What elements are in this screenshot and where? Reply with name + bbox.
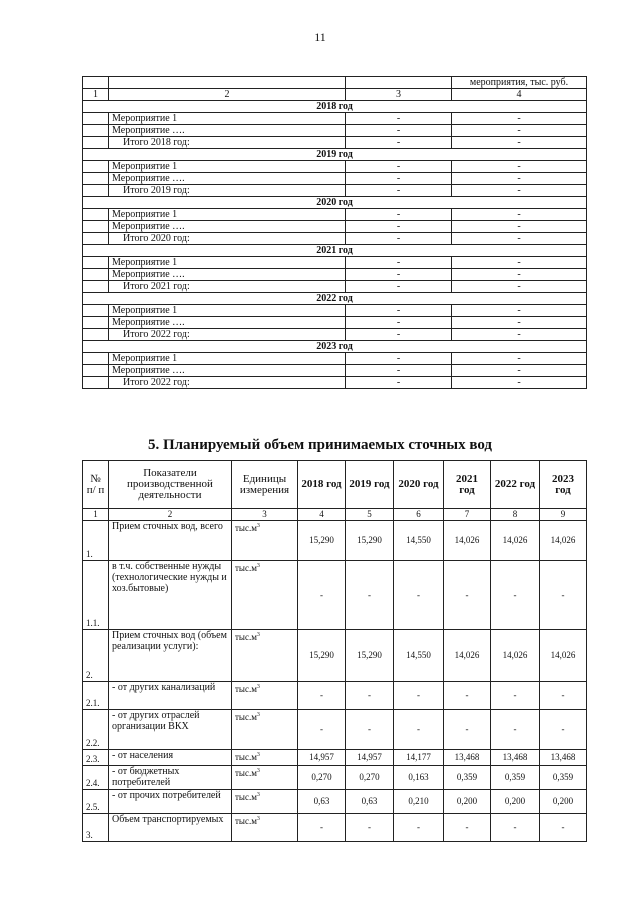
t2-row-value: -	[444, 814, 491, 842]
t1-measure-row	[83, 305, 587, 317]
t1-measure-name: Мероприятие ….	[109, 173, 346, 185]
t1-measure-name: Мероприятие ….	[109, 269, 346, 281]
t1-measure-row	[83, 185, 587, 197]
t2-row-unit	[232, 630, 298, 682]
t2-row-value: 0,359	[540, 766, 587, 790]
t2-data-row	[83, 561, 587, 630]
t2-col-number: 6	[394, 509, 444, 521]
t2-row-value: -	[540, 814, 587, 842]
t1-year-label: 2023 год	[83, 341, 587, 353]
t2-row-value: 14,026	[444, 521, 491, 561]
t1-measure-name: Мероприятие 1	[109, 209, 346, 221]
t1-year-label: 2022 год	[83, 293, 587, 305]
t1-measure-row	[83, 353, 587, 365]
t2-row-value: 14,550	[394, 521, 444, 561]
t1-measure-c4: -	[452, 209, 587, 221]
t1-measure-c3: -	[346, 125, 452, 137]
t1-measure-row	[83, 269, 587, 281]
t2-data-row	[83, 521, 587, 561]
t1-measure-row	[83, 233, 587, 245]
t2-row-value: 0,200	[491, 790, 540, 814]
t2-row-value: -	[394, 814, 444, 842]
t1-measure-name: Мероприятие ….	[109, 125, 346, 137]
t2-data-row	[83, 682, 587, 710]
t2-row-name: - от прочих потребителей	[109, 790, 232, 814]
t2-header-year: 2021 год	[444, 461, 491, 509]
t1-year-row	[83, 197, 587, 209]
t2-row-unit	[232, 521, 298, 561]
t2-row-name: - от бюджетных потребителей	[109, 766, 232, 790]
t2-header-no: № п/ п	[83, 461, 109, 509]
t1-measure-name: Мероприятие 1	[109, 113, 346, 125]
t1-header-col4: мероприятия, тыс. руб.	[452, 77, 587, 89]
t1-measure-row	[83, 317, 587, 329]
t1-measure-c3: -	[346, 353, 452, 365]
t1-measure-row	[83, 137, 587, 149]
t2-row-value: 0,270	[346, 766, 394, 790]
t1-measure-c4: -	[452, 185, 587, 197]
t1-measure-c3: -	[346, 257, 452, 269]
t2-unit-sup: 3	[256, 768, 260, 774]
t2-row-name: Прием сточных вод (объем реализации услуги):	[109, 630, 232, 682]
section-title: 5. Планируемый объем принимаемых сточных вод	[147, 437, 493, 453]
t1-measure-c4: -	[452, 173, 587, 185]
t2-row-unit	[232, 682, 298, 710]
t2-col-number: 9	[540, 509, 587, 521]
t1-measure-name: Мероприятие ….	[109, 365, 346, 377]
t2-row-value: 15,290	[346, 630, 394, 682]
t2-row-number: 2.2.	[83, 710, 109, 750]
t1-measure-c3: -	[346, 377, 452, 389]
t1-measure-name: Мероприятие 1	[109, 257, 346, 269]
t2-row-value: -	[394, 710, 444, 750]
t2-row-value: 15,290	[298, 630, 346, 682]
t2-row-value: -	[491, 682, 540, 710]
t1-measure-name: Мероприятие ….	[109, 221, 346, 233]
t1-measure-name: Мероприятие ….	[109, 317, 346, 329]
t2-row-unit	[232, 790, 298, 814]
t2-header-year: 2020 год	[394, 461, 444, 509]
t2-row-value: -	[540, 561, 587, 630]
t1-year-label: 2018 год	[83, 101, 587, 113]
t1-measure-name: Мероприятие 1	[109, 305, 346, 317]
t2-data-row	[83, 790, 587, 814]
t1-measure-name: Итого 2022 год:	[109, 377, 346, 389]
t2-row-value: 14,957	[346, 750, 394, 766]
t2-unit-label: тыс.м	[235, 523, 257, 533]
t2-row-value: -	[394, 682, 444, 710]
t2-row-value: -	[298, 814, 346, 842]
t2-unit-sup: 3	[256, 563, 260, 569]
t2-row-value: 14,177	[394, 750, 444, 766]
t1-measure-name: Мероприятие 1	[109, 161, 346, 173]
t2-row-unit	[232, 766, 298, 790]
t2-row-name: - от населения	[109, 750, 232, 766]
t2-row-value: 0,359	[444, 766, 491, 790]
t2-unit-sup: 3	[256, 523, 260, 529]
t1-measure-c3: -	[346, 365, 452, 377]
t1-year-label: 2021 год	[83, 245, 587, 257]
t2-unit-label: тыс.м	[235, 768, 257, 778]
t2-unit-sup: 3	[256, 684, 260, 690]
t1-measure-c3: -	[346, 161, 452, 173]
t2-row-value: 0,200	[540, 790, 587, 814]
t1-col-number: 1	[83, 89, 109, 101]
t2-row-number: 1.	[83, 521, 109, 561]
t2-row-value: 15,290	[346, 521, 394, 561]
t2-row-number: 2.3.	[83, 750, 109, 766]
t1-measure-c4: -	[452, 161, 587, 173]
t2-row-unit	[232, 750, 298, 766]
t2-header-unit: Единицы измерения	[232, 461, 298, 509]
t1-measure-c3: -	[346, 209, 452, 221]
t2-col-number: 3	[232, 509, 298, 521]
t1-measure-c4: -	[452, 113, 587, 125]
t1-measure-name: Итого 2019 год:	[109, 185, 346, 197]
t2-data-row	[83, 750, 587, 766]
t2-unit-label: тыс.м	[235, 684, 257, 694]
t1-measure-row	[83, 329, 587, 341]
t2-header-year: 2019 год	[346, 461, 394, 509]
t1-year-row	[83, 149, 587, 161]
t2-col-number: 5	[346, 509, 394, 521]
t2-header-row	[83, 461, 587, 509]
t1-measure-c4: -	[452, 233, 587, 245]
t2-row-value: 15,290	[298, 521, 346, 561]
t2-unit-sup: 3	[256, 632, 260, 638]
t2-col-number: 7	[444, 509, 491, 521]
t2-row-number: 2.4.	[83, 766, 109, 790]
t2-row-name: - от других отраслей организации ВКХ	[109, 710, 232, 750]
t2-header-indicator: Показатели производственной деятельности	[109, 461, 232, 509]
t2-unit-sup: 3	[256, 792, 260, 798]
t1-measure-c4: -	[452, 221, 587, 233]
t2-row-value: 14,026	[491, 521, 540, 561]
t2-data-row	[83, 710, 587, 750]
t2-unit-label: тыс.м	[235, 816, 257, 826]
t2-row-name: Объем транспортируемых	[109, 814, 232, 842]
t1-year-row	[83, 293, 587, 305]
t1-measure-c4: -	[452, 269, 587, 281]
t1-measure-row	[83, 125, 587, 137]
t1-measure-c4: -	[452, 305, 587, 317]
t1-colnum-row	[83, 89, 587, 101]
t1-measure-c4: -	[452, 257, 587, 269]
page-number: 11	[314, 30, 326, 44]
t1-measure-row	[83, 113, 587, 125]
t2-col-number: 8	[491, 509, 540, 521]
t1-measure-c4: -	[452, 329, 587, 341]
wastewater-volume-table	[82, 460, 587, 842]
t2-row-value: -	[540, 682, 587, 710]
t1-measure-c4: -	[452, 365, 587, 377]
t1-measure-c3: -	[346, 185, 452, 197]
t2-row-value: 0,359	[491, 766, 540, 790]
t1-header-row	[83, 77, 587, 89]
t2-row-value: 13,468	[444, 750, 491, 766]
t1-measure-c4: -	[452, 281, 587, 293]
t1-measure-c3: -	[346, 305, 452, 317]
t2-unit-sup: 3	[256, 816, 260, 822]
t2-row-value: 13,468	[540, 750, 587, 766]
t1-measure-c3: -	[346, 233, 452, 245]
t1-measure-c3: -	[346, 329, 452, 341]
t2-colnum-row	[83, 509, 587, 521]
t1-measure-row	[83, 365, 587, 377]
t2-row-value: 0,270	[298, 766, 346, 790]
t1-col-number: 3	[346, 89, 452, 101]
t2-row-value: 14,026	[540, 521, 587, 561]
t2-col-number: 4	[298, 509, 346, 521]
t1-measure-c3: -	[346, 317, 452, 329]
t1-measure-c3: -	[346, 221, 452, 233]
t1-measure-row	[83, 161, 587, 173]
t2-header-year: 2022 год	[491, 461, 540, 509]
t1-col-number: 2	[109, 89, 346, 101]
t2-row-number: 3.	[83, 814, 109, 842]
t1-col-number: 4	[452, 89, 587, 101]
t2-row-number: 2.1.	[83, 682, 109, 710]
t2-row-value: -	[346, 561, 394, 630]
t2-row-value: -	[346, 814, 394, 842]
t2-row-name: в т.ч. собственные нужды (технологические нужды и хоз.бытовые)	[109, 561, 232, 630]
t2-row-value: -	[444, 561, 491, 630]
t1-measure-c3: -	[346, 269, 452, 281]
t2-row-value: -	[298, 561, 346, 630]
t2-row-value: 0,163	[394, 766, 444, 790]
t2-unit-label: тыс.м	[235, 792, 257, 802]
t2-header-year: 2023 год	[540, 461, 587, 509]
t1-year-row	[83, 341, 587, 353]
t2-unit-label: тыс.м	[235, 632, 257, 642]
t1-year-label: 2019 год	[83, 149, 587, 161]
t1-measure-name: Итого 2022 год:	[109, 329, 346, 341]
t1-measure-c3: -	[346, 113, 452, 125]
t1-year-label: 2020 год	[83, 197, 587, 209]
t2-row-name: - от других канализаций	[109, 682, 232, 710]
t2-row-value: -	[346, 710, 394, 750]
t2-row-value: -	[298, 682, 346, 710]
t2-row-value: 14,026	[444, 630, 491, 682]
t1-measure-row	[83, 257, 587, 269]
measures-cost-table	[82, 76, 587, 389]
t2-row-value: -	[491, 710, 540, 750]
t1-measure-c3: -	[346, 173, 452, 185]
t2-unit-label: тыс.м	[235, 752, 257, 762]
t1-year-row	[83, 245, 587, 257]
t2-row-number: 2.	[83, 630, 109, 682]
t1-measure-c4: -	[452, 137, 587, 149]
t2-row-value: -	[298, 710, 346, 750]
t1-measure-name: Итого 2020 год:	[109, 233, 346, 245]
t1-year-row	[83, 101, 587, 113]
t2-row-unit	[232, 710, 298, 750]
t2-row-value: -	[491, 814, 540, 842]
t2-unit-label: тыс.м	[235, 563, 257, 573]
t1-measure-row	[83, 377, 587, 389]
t2-col-number: 2	[109, 509, 232, 521]
t2-row-number: 1.1.	[83, 561, 109, 630]
t2-unit-sup: 3	[256, 712, 260, 718]
t2-row-unit	[232, 561, 298, 630]
t2-row-value: 0,63	[346, 790, 394, 814]
t2-row-value: 14,957	[298, 750, 346, 766]
t2-unit-label: тыс.м	[235, 712, 257, 722]
t2-row-value: 0,200	[444, 790, 491, 814]
t2-data-row	[83, 630, 587, 682]
t1-measure-row	[83, 209, 587, 221]
t1-measure-c4: -	[452, 317, 587, 329]
t2-header-year: 2018 год	[298, 461, 346, 509]
t2-row-value: -	[491, 561, 540, 630]
t2-row-value: -	[444, 682, 491, 710]
t2-row-value: 14,026	[491, 630, 540, 682]
t2-row-number: 2.5.	[83, 790, 109, 814]
t2-row-value: -	[540, 710, 587, 750]
t2-row-value: 13,468	[491, 750, 540, 766]
t2-unit-sup: 3	[256, 752, 260, 758]
t1-measure-c3: -	[346, 281, 452, 293]
t1-measure-row	[83, 281, 587, 293]
t1-measure-name: Итого 2021 год:	[109, 281, 346, 293]
t2-row-unit	[232, 814, 298, 842]
t1-measure-c3: -	[346, 137, 452, 149]
t2-data-row	[83, 766, 587, 790]
t2-row-value: 0,210	[394, 790, 444, 814]
t1-measure-name: Итого 2018 год:	[109, 137, 346, 149]
t1-measure-c4: -	[452, 353, 587, 365]
t2-row-name: Прием сточных вод, всего	[109, 521, 232, 561]
t1-measure-c4: -	[452, 377, 587, 389]
t2-row-value: -	[444, 710, 491, 750]
t2-col-number: 1	[83, 509, 109, 521]
t2-row-value: 14,550	[394, 630, 444, 682]
t2-row-value: 0,63	[298, 790, 346, 814]
t2-row-value: 14,026	[540, 630, 587, 682]
t1-measure-row	[83, 221, 587, 233]
t2-row-value: -	[394, 561, 444, 630]
t1-measure-c4: -	[452, 125, 587, 137]
t2-data-row	[83, 814, 587, 842]
t1-measure-name: Мероприятие 1	[109, 353, 346, 365]
t2-row-value: -	[346, 682, 394, 710]
t1-measure-row	[83, 173, 587, 185]
